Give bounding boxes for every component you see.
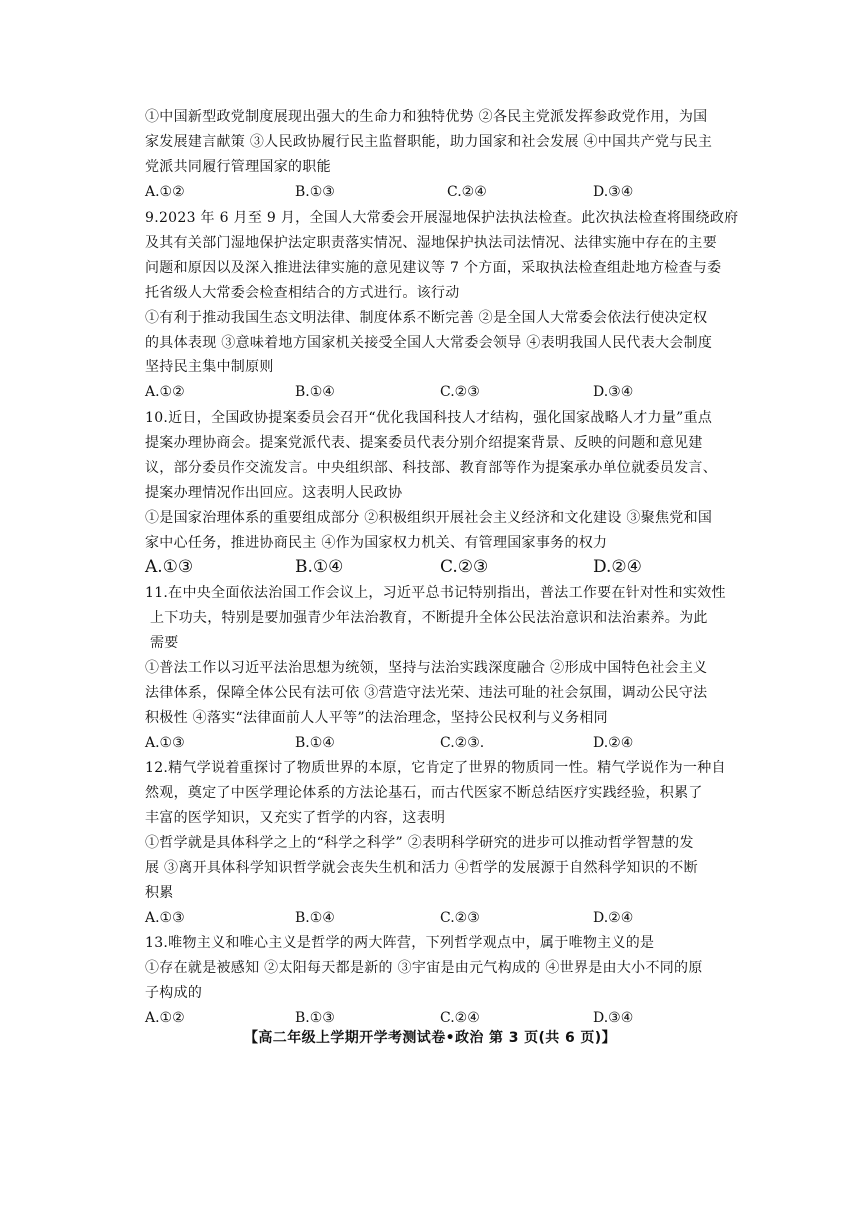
q11-stem-line-1: 11.在中央全面依法治国工作会议上，习近平总书记特别指出，普法工作要在针对性和实效性 [145,585,726,601]
q10-statement-line-2: 家中心任务，推进协商民主 ④作为国家权力机关、有管理国家事务的权力 [145,535,608,551]
q9-stem-line-1: 9.2023 年 6 月至 9 月，全国人大常委会开展湿地保护法执法检查。此次执法检查将围绕政府 [145,210,739,226]
option-b: B.①④ [295,557,344,577]
q8-statement-line-1: ①中国新型政党制度展现出强大的生命力和独特优势 ②各民主党派发挥参政党作用，为国 [145,109,708,125]
q11-statement-line-1: ①普法工作以习近平法治思想为统领，坚持与法治实践深度融合 ②形成中国特色社会主义 [145,660,708,676]
q11-stem-line-2: 上下功夫，特别是要加强青少年法治教育，不断提升全体公民法治意识和法治素养。为此 [150,610,708,626]
option-d: D.②④ [593,557,642,577]
option-b: B.①④ [295,910,335,926]
q8-statement-line-3: 党派共同履行管理国家的职能 [145,159,331,175]
q9-stem-line-4: 托省级人大常委会检查相结合的方式进行。该行动 [145,285,460,301]
q9-statement-line-3: 坚持民主集中制原则 [145,359,274,375]
q11-stem-line-3: 需要 [150,635,179,651]
option-d: D.②④ [593,910,634,926]
option-c: C.②③. [440,735,485,751]
q10-stem-line-4: 提案办理情况作出回应。这表明人民政协 [145,485,403,501]
option-d: D.③④ [593,1010,634,1026]
q10-stem-line-3: 议，部分委员作交流发言。中央组织部、科技部、教育部等作为提案承办单位就委员发言、 [145,460,717,476]
q9-statement-line-1: ①有利于推动我国生态文明法律、制度体系不断完善 ②是全国人大常委会依法行使决定权 [145,310,708,326]
option-b: B.①④ [295,735,335,751]
option-b: B.①④ [295,384,335,400]
option-d: D.②④ [593,735,634,751]
q11-statement-line-2: 法律体系，保障全体公民有法可依 ③营造守法光荣、违法可耻的社会氛围，调动公民守法 [145,685,708,701]
option-c: C.②③ [440,557,489,577]
option-a: A.①③ [145,557,194,577]
page-footer: 【高二年级上学期开学考测试卷•政治 第 3 页(共 6 页)】 [244,1030,616,1046]
option-d: D.③④ [593,184,634,200]
q13-statement-line-1: ①存在就是被感知 ②太阳每天都是新的 ③宇宙是由元气构成的 ④世界是由大小不同的原 [145,960,703,976]
option-c: C.②③ [440,384,480,400]
q9-statement-line-2: 的具体表现 ③意味着地方国家机关接受全国人大常委会领导 ④表明我国人民代表大会制度 [145,335,713,351]
option-b: B.①③ [295,1010,335,1026]
q12-statement-line-2: 展 ③离开具体科学知识哲学就会丧失生机和活力 ④哲学的发展源于自然科学知识的不断 [145,860,698,876]
q9-stem-line-2: 及其有关部门湿地保护法定职责落实情况、湿地保护执法司法情况、法律实施中存在的主要 [145,235,717,251]
option-d: D.③④ [593,384,634,400]
option-a: A.①② [145,184,185,200]
q10-stem-line-1: 10.近日，全国政协提案委员会召开“优化我国科技人才结构，强化国家战略人才力量”重点 [145,410,713,426]
q12-statement-line-1: ①哲学就是具体科学之上的“科学之科学” ②表明科学研究的进步可以推动哲学智慧的发 [145,835,694,851]
q10-stem-line-2: 提案办理协商会。提案党派代表、提案委员代表分别介绍提案背景、反映的问题和意见建 [145,435,703,451]
q12-stem-line-1: 12.精气学说着重探讨了物质世界的本原，它肯定了世界的物质同一性。精气学说作为一种自 [145,760,726,776]
q10-statement-line-1: ①是国家治理体系的重要组成部分 ②积极组织开展社会主义经济和文化建设 ③聚焦党和国 [145,510,713,526]
q9-stem-line-3: 问题和原因以及深入推进法律实施的意见建议等 7 个方面，采取执法检查组赴地方检查与委 [145,260,722,276]
option-a: A.①② [145,384,185,400]
q11-statement-line-3: 积极性 ④落实“法律面前人人平等”的法治理念，坚持公民权利与义务相同 [145,710,608,726]
option-c: C.②④ [440,1010,480,1026]
q13-stem-line-1: 13.唯物主义和唯心主义是哲学的两大阵营，下列哲学观点中，属于唯物主义的是 [145,935,655,951]
option-c: C.②③ [440,910,480,926]
option-a: A.①③ [145,735,185,751]
q12-stem-line-3: 丰富的医学知识，又充实了哲学的内容，这表明 [145,810,446,826]
q13-statement-line-2: 子构成的 [145,985,203,1001]
q12-stem-line-2: 然观，奠定了中医学理论体系的方法论基石，而古代医家不断总结医疗实践经验，积累了 [145,785,703,801]
option-a: A.①② [145,1010,185,1026]
option-b: B.①③ [295,184,335,200]
option-a: A.①③ [145,910,185,926]
q8-statement-line-2: 家发展建言献策 ③人民政协履行民主监督职能，助力国家和社会发展 ④中国共产党与民主 [145,134,713,150]
option-c: C.②④ [447,184,487,200]
q12-statement-line-3: 积累 [145,885,174,901]
